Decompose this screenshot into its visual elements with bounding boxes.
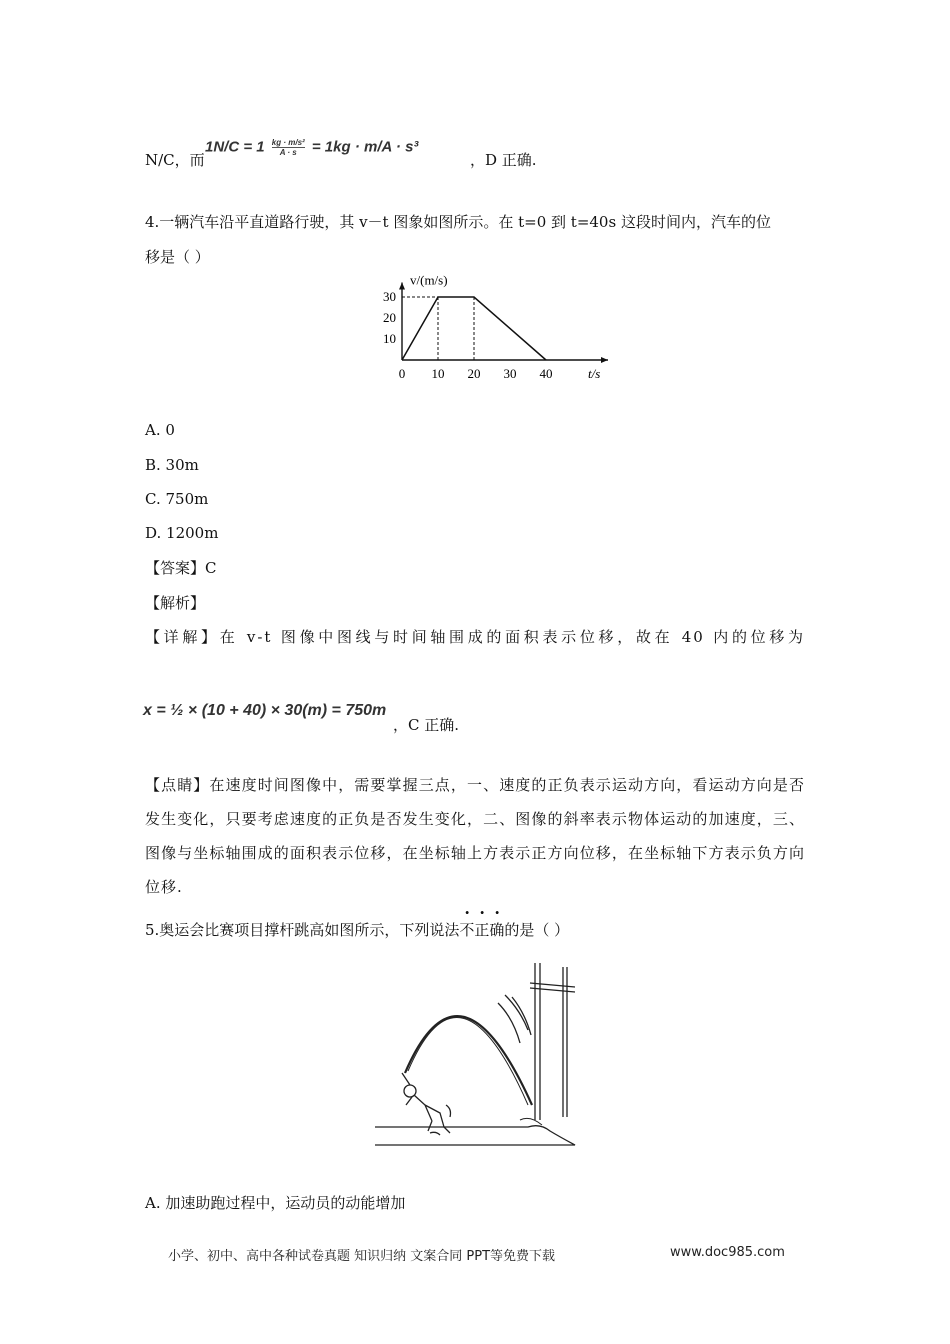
pole-vault-illustration xyxy=(370,955,580,1160)
y-tick-label: 30 xyxy=(383,289,396,304)
fraction-denominator: A · s xyxy=(279,148,297,157)
formula-rhs: = 1kg · m/A · s³ xyxy=(311,138,419,156)
formula-lhs: 1N/C = 1 xyxy=(205,138,265,156)
x-axis-label: t/s xyxy=(588,366,601,381)
footer-url: www.doc985.com xyxy=(670,1245,785,1260)
q4-option-a: A. 0 xyxy=(145,421,175,439)
y-tick-label: 10 xyxy=(383,331,396,346)
q5-option-a: A. 加速助跑过程中，运动员的动能增加 xyxy=(145,1194,406,1212)
crossbar xyxy=(530,983,575,992)
q4-option-b: B. 30m xyxy=(145,456,199,474)
athlete-body xyxy=(402,1073,450,1133)
y-tick-label: 20 xyxy=(383,310,396,325)
q4-stem-line1: 4.一辆汽车沿平直道路行驶，其 v－t 图象如图所示。在 t=0 到 t=40s 这段时间内，汽车的位 xyxy=(145,213,771,231)
q4-comment-text: 【点睛】在速度时间图像中，需要掌握三点，一、速度的正负表示运动方向，看运动方向是否发生变化，只要考虑速度的正负是否发生变化，二、图像的斜率表示物体运动的加速度，三、图像与坐标轴围成的面积表示位移，在坐标轴上方表示正方向位移，在坐标轴下方表示负方向位移. xyxy=(145,776,805,896)
y-axis-arrow xyxy=(399,283,405,290)
q4-option-c: C. 750m xyxy=(145,490,209,508)
prev-line-prefix: N/C，而 xyxy=(145,151,205,169)
emphasis-char-3: 确 xyxy=(489,921,505,939)
q4-stem-line2: 移是（ ） xyxy=(145,248,210,266)
x-tick-label: 20 xyxy=(467,366,481,381)
q4-answer: 【答案】C xyxy=(145,559,217,577)
q4-detail-text: 【详解】在 v-t 图像中图线与时间轴围成的面积表示位移，故在 40 内的位移为 xyxy=(145,628,805,646)
x-tick-label: 10 xyxy=(431,366,445,381)
vault-pole xyxy=(405,1016,532,1105)
q4-option-d: D. 1200m xyxy=(145,524,219,542)
formula-fraction xyxy=(272,138,305,157)
emphasis-char-1: 不 xyxy=(459,921,475,939)
emphasis-char-2: 正 xyxy=(474,921,490,939)
q4-analysis-label: 【解析】 xyxy=(145,594,206,612)
y-axis-label: v/(m/s) xyxy=(410,272,448,288)
ground-line xyxy=(375,1126,575,1145)
x-tick-label: 0 xyxy=(398,366,406,381)
prev-line-suffix: ，D 正确. xyxy=(470,151,537,169)
displacement-formula: x = ½ × (10 + 40) × 30(m) = 750m xyxy=(143,702,387,719)
q4-comment xyxy=(145,768,805,904)
unit-formula xyxy=(205,138,418,157)
x-axis-arrow xyxy=(601,357,608,363)
prev-line xyxy=(145,150,205,170)
displacement-formula-suffix: ，C 正确. xyxy=(393,716,460,734)
x-tick-label: 30 xyxy=(503,366,517,381)
q5-stem-before: 5.奥运会比赛项目撑杆跳高如图所示，下列说法 xyxy=(145,921,460,939)
fraction-numerator: kg · m/s² xyxy=(271,138,305,147)
footer-text: 小学、初中、高中各种试卷真题 知识归纳 文案合同 PPT等免费下载 xyxy=(168,1249,556,1264)
q5-stem-after: 的是（ ） xyxy=(504,921,570,939)
x-tick-label: 40 xyxy=(539,366,553,381)
vt-chart xyxy=(365,272,601,388)
q5-stem xyxy=(145,920,569,940)
q4-detail xyxy=(145,620,805,654)
